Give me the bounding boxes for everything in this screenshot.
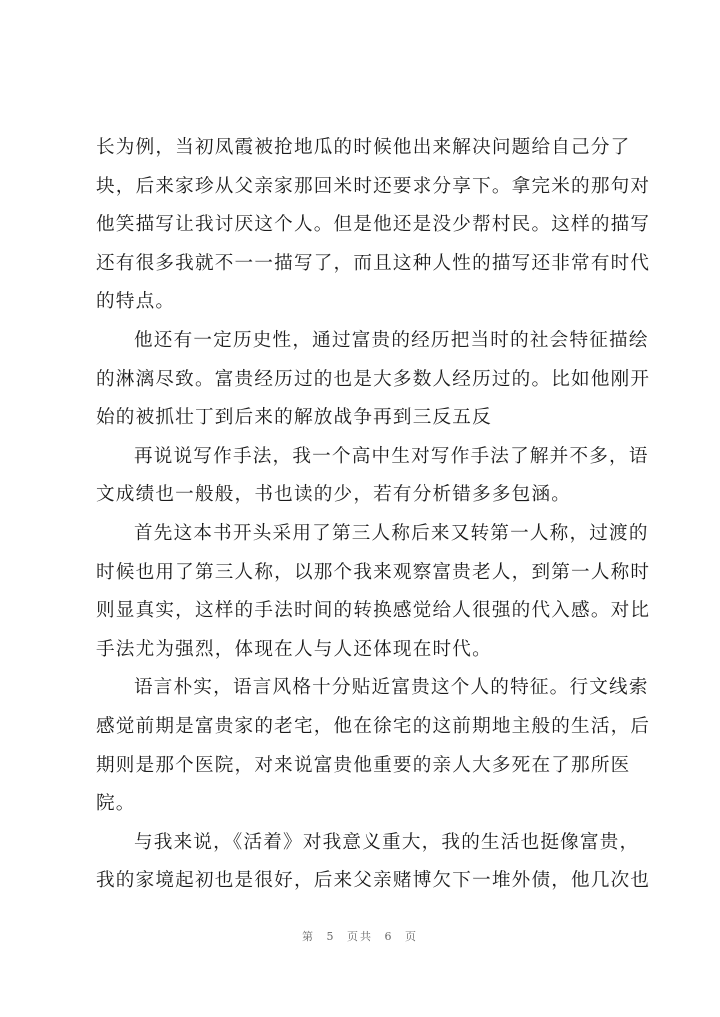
text-line: 我的家境起初也是很好，后来父亲赌博欠下一堆外债，他几次也 [96,870,651,892]
text-line: 手法尤为强烈，体现在人与人还体现在时代。 [96,638,492,660]
footer-total-pages: 6 [384,930,394,943]
text-line: 块，后来家珍从父亲家那回米时还要求分享下。拿完米的那句对 [96,175,651,197]
text-line: 语言朴实，语言风格十分贴近富贵这个人的特征。行文线索 [134,677,649,699]
text-line: 始的被抓壮丁到后来的解放战争再到三反五反 [96,407,492,429]
text-line: 再说说写作手法，我一个高中生对写作手法了解并不多，语 [134,445,649,467]
text-line: 感觉前期是富贵家的老宅，他在徐宅的这前期地主般的生活，后 [96,715,651,737]
text-line: 与我来说，《活着》对我意义重大，我的生活也挺像富贵， [134,831,640,853]
footer-middle: 页共 [347,930,373,943]
document-body [96,129,656,901]
footer-suffix: 页 [405,930,418,943]
text-line: 还有很多我就不一一描写了，而且这种人性的描写还非常有时代 [96,252,651,274]
text-line: 他还有一定历史性，通过富贵的经历把当时的社会特征描绘 [134,329,649,351]
text-line: 他笑描写让我讨厌这个人。但是他还是没少帮村民。这样的描写 [96,214,651,236]
text-line: 院。 [96,793,136,815]
text-line: 的特点。 [96,291,176,313]
text-line: 文成绩也一般般，书也读的少，若有分析错多多包涵。 [96,484,572,506]
text-line: 的淋漓尽致。富贵经历过的也是大多数人经历过的。比如他刚开 [96,368,651,390]
footer-current-page: 5 [326,930,336,943]
page-footer [0,928,720,944]
text-line: 首先这本书开头采用了第三人称后来又转第一人称，过渡的 [134,522,649,544]
text-line: 时候也用了第三人称，以那个我来观察富贵老人，到第一人称时 [96,561,651,583]
text-line: 期则是那个医院，对来说富贵他重要的亲人大多死在了那所医 [96,754,631,776]
text-line: 长为例，当初凤霞被抢地瓜的时候他出来解决问题给自己分了 [96,137,631,158]
footer-prefix: 第 [302,930,315,943]
text-line: 则显真实，这样的手法时间的转换感觉给人很强的代入感。对比 [96,600,651,622]
